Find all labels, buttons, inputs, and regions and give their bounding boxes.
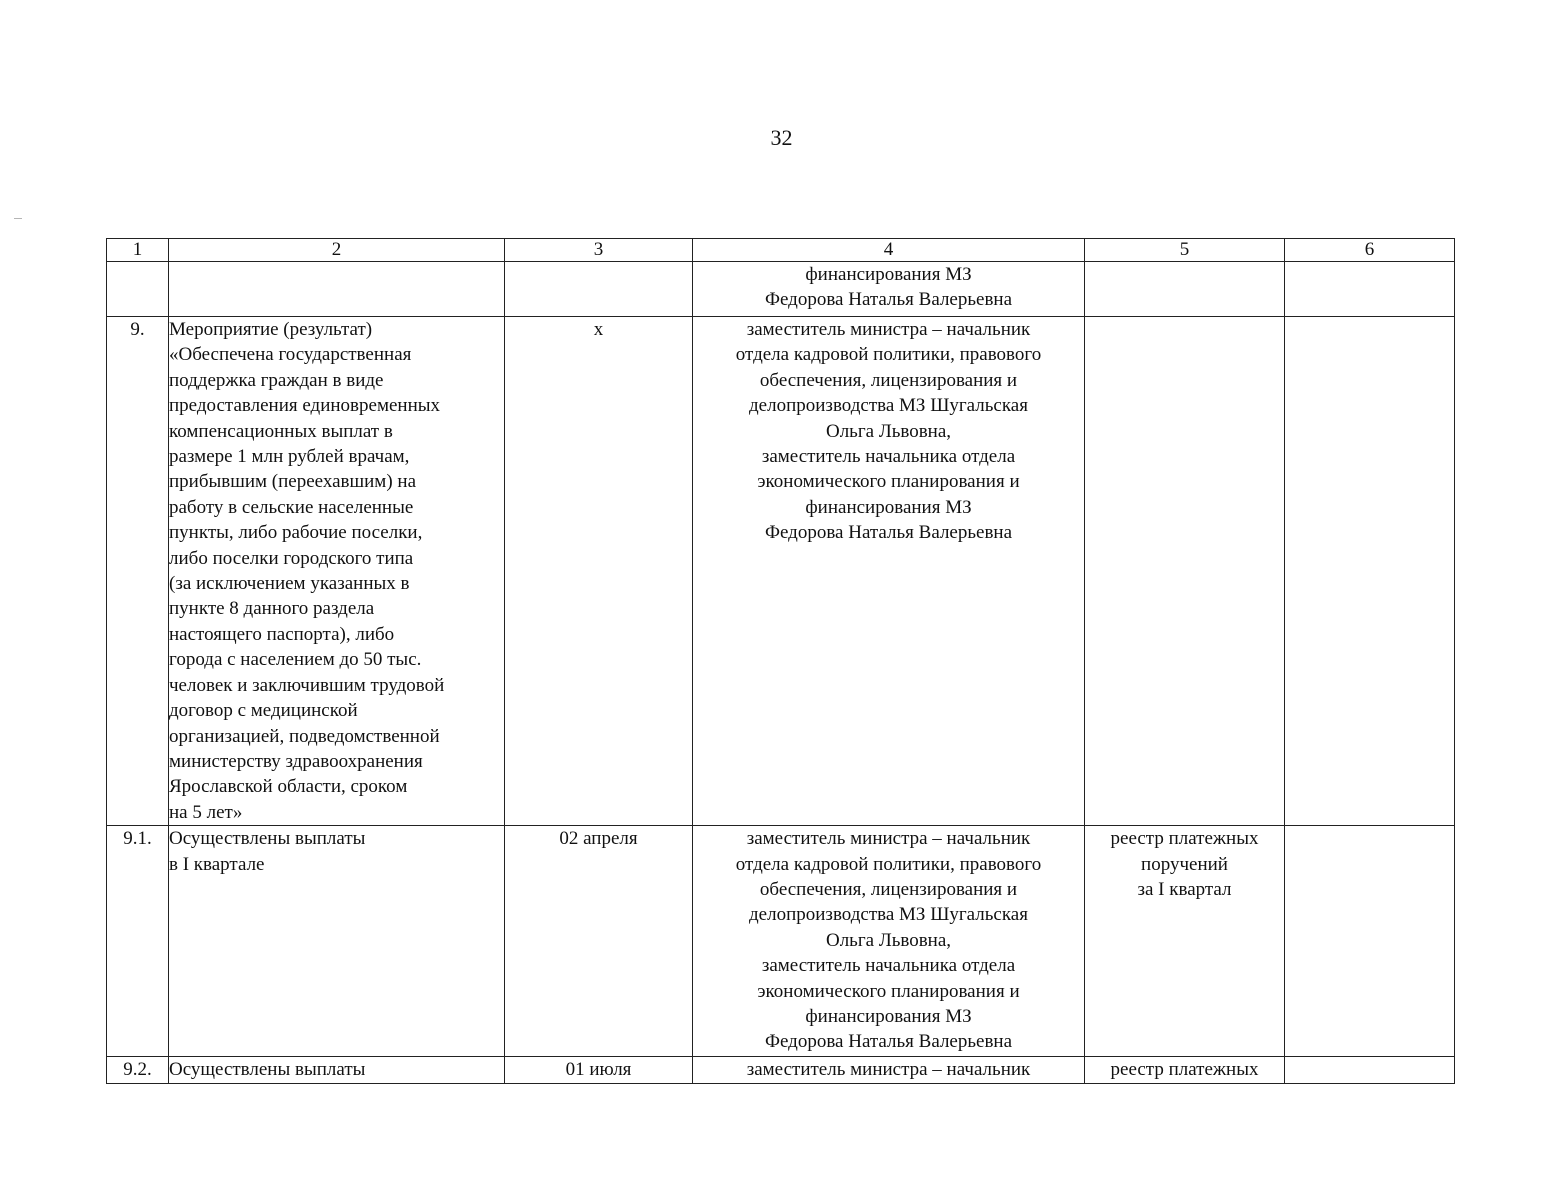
column-number-header-row <box>107 239 1455 262</box>
document-cell <box>1085 262 1285 317</box>
document-cell <box>1085 317 1285 826</box>
description-cell <box>169 1057 505 1083</box>
cell-line: экономического планирования и <box>757 980 1020 1002</box>
cell-line: настоящего паспорта), либо <box>169 623 395 645</box>
date-cell <box>505 262 693 317</box>
cell-line: поручений <box>1141 853 1228 875</box>
table-row <box>107 317 1455 826</box>
scan-mark <box>14 218 22 219</box>
document-cell <box>1085 1057 1285 1083</box>
column-header: 1 <box>107 239 169 262</box>
cell-line: заместитель министра – начальник <box>746 1059 1031 1081</box>
cell-line: в I квартале <box>169 853 265 875</box>
description-cell <box>169 317 505 826</box>
cell-line: Осуществлены выплаты <box>169 1059 366 1081</box>
cell-line: компенсационных выплат в <box>169 420 393 442</box>
row-number-cell: 9.2. <box>107 1057 169 1083</box>
cell-line: отдела кадровой политики, правового <box>735 344 1042 366</box>
cell-line: заместитель начальника отдела <box>761 446 1016 468</box>
cell-line: Федорова Наталья Валерьевна <box>764 522 1013 544</box>
cell-line: договор с медицинской <box>169 700 358 722</box>
cell-line: делопроизводства МЗ Шугальская <box>749 904 1028 926</box>
cell-line: заместитель начальника отдела <box>761 955 1016 977</box>
cell-line: (за исключением указанных в <box>169 573 410 595</box>
cell-line: Ольга Львовна, <box>825 420 952 442</box>
cell-line: Ярославской области, сроком <box>169 776 408 798</box>
row-number-cell <box>107 262 169 317</box>
description-cell <box>169 826 505 1057</box>
cell-line: Ольга Львовна, <box>825 929 952 951</box>
cell-line: финансирования МЗ <box>805 264 972 285</box>
extra-cell <box>1285 826 1455 1057</box>
column-header: 5 <box>1085 239 1285 262</box>
cell-line: заместитель министра – начальник <box>746 319 1031 340</box>
cell-line: министерству здравоохранения <box>169 750 423 772</box>
extra-cell <box>1285 317 1455 826</box>
cell-line: обеспечения, лицензирования и <box>759 369 1018 391</box>
cell-line: пункты, либо рабочие поселки, <box>169 522 423 544</box>
cell-line: Мероприятие (результат) <box>169 319 373 340</box>
responsible-cell <box>693 1057 1085 1083</box>
cell-line: Федорова Наталья Валерьевна <box>764 1031 1013 1053</box>
document-cell <box>1085 826 1285 1057</box>
table-row <box>107 826 1455 1057</box>
responsible-cell <box>693 317 1085 826</box>
date-cell: 01 июля <box>505 1057 693 1083</box>
column-header: 6 <box>1285 239 1455 262</box>
cell-line: предоставления единовременных <box>169 395 441 417</box>
column-header: 2 <box>169 239 505 262</box>
cell-line: размере 1 млн рублей врачам, <box>169 446 410 468</box>
cell-line: человек и заключившим трудовой <box>169 674 445 696</box>
column-header: 4 <box>693 239 1085 262</box>
row-number-cell: 9.1. <box>107 826 169 1057</box>
plan-table <box>106 238 1455 1084</box>
cell-line: города с населением до 50 тыс. <box>169 649 422 671</box>
cell-line: пункте 8 данного раздела <box>169 598 375 620</box>
responsible-cell <box>693 262 1085 317</box>
cell-line: заместитель министра – начальник <box>746 828 1031 850</box>
cell-line: работу в сельские населенные <box>169 496 414 518</box>
cell-line: обеспечения, лицензирования и <box>759 878 1018 900</box>
cell-line: прибывшим (переехавшим) на <box>169 471 417 493</box>
cell-line: организацией, подведомственной <box>169 725 440 747</box>
cell-line: реестр платежных <box>1110 1059 1259 1081</box>
date-cell: х <box>505 317 693 826</box>
cell-line: финансирования МЗ <box>805 1005 972 1027</box>
cell-line: Федорова Наталья Валерьевна <box>764 289 1013 311</box>
cell-line: на 5 лет» <box>169 801 243 823</box>
cell-line: за I квартал <box>1137 878 1232 900</box>
row-number-cell: 9. <box>107 317 169 826</box>
cell-line: «Обеспечена государственная <box>169 344 412 366</box>
column-header: 3 <box>505 239 693 262</box>
cell-line: реестр платежных <box>1110 828 1259 850</box>
date-cell: 02 апреля <box>505 826 693 1057</box>
cell-line: отдела кадровой политики, правового <box>735 853 1042 875</box>
extra-cell <box>1285 262 1455 317</box>
table-row <box>107 262 1455 317</box>
cell-line: поддержка граждан в виде <box>169 369 384 391</box>
cell-line: Осуществлены выплаты <box>169 828 366 850</box>
extra-cell <box>1285 1057 1455 1083</box>
page-number: 32 <box>770 125 793 150</box>
cell-line: либо поселки городского типа <box>169 547 414 569</box>
cell-line: экономического планирования и <box>757 471 1020 493</box>
table-row <box>107 1057 1455 1083</box>
cell-line: финансирования МЗ <box>805 496 972 518</box>
cell-line: делопроизводства МЗ Шугальская <box>749 395 1028 417</box>
description-cell <box>169 262 505 317</box>
responsible-cell <box>693 826 1085 1057</box>
